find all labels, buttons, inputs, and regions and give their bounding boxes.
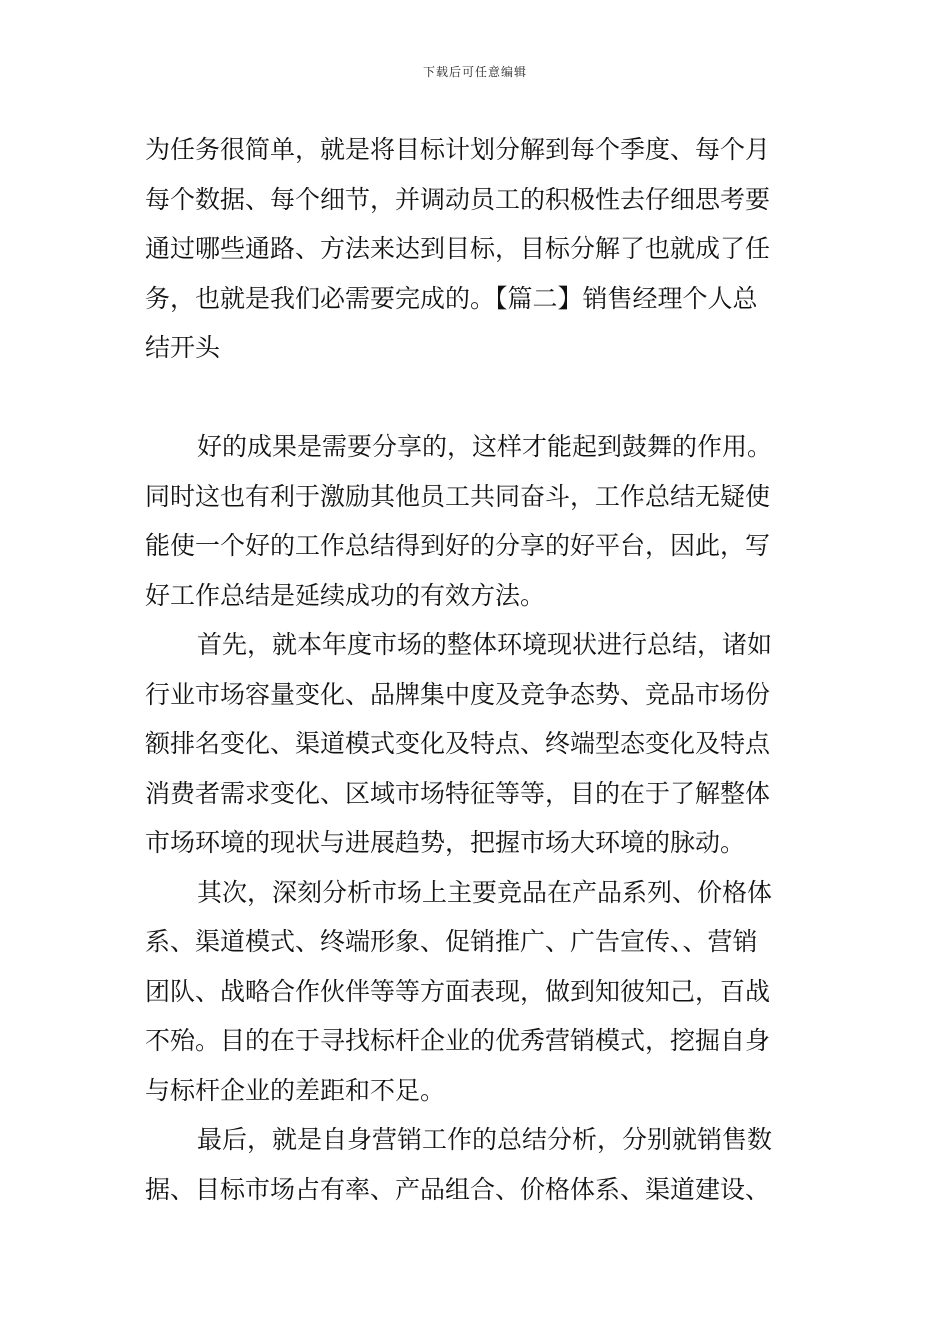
text-line: 行业市场容量变化、品牌集中度及竞争态势、竞品市场份 <box>145 679 771 709</box>
text-line: 系、渠道模式、终端形象、促销推广、广告宣传、、营销 <box>145 927 758 956</box>
text-line: 同时这也有利于激励其他员工共同奋斗，工作总结无疑使 <box>145 481 771 511</box>
text-line: 消费者需求变化、区域市场特征等等，目的在于了解整体 <box>145 778 771 808</box>
text-line: 市场环境的现状与进展趋势，把握市场大环境的脉动。 <box>145 828 746 857</box>
document-body <box>145 125 805 1214</box>
text-line: 与标杆企业的差距和不足。 <box>145 1075 446 1105</box>
paragraph-2 <box>145 422 805 620</box>
paragraph-5 <box>145 1115 805 1214</box>
text-line: 额排名变化、渠道模式变化及特点、终端型态变化及特点 <box>145 729 771 758</box>
paragraph-1 <box>145 125 805 373</box>
text-line: 结开头 <box>145 333 221 362</box>
text-line: 其次，深刻分析市场上主要竞品在产品系列、价格体 <box>197 877 773 907</box>
text-line: 每个数据、每个细节，并调动员工的积极性去仔细思考要 <box>145 184 771 214</box>
page-header: 下载后可任意编辑 <box>422 65 527 79</box>
text-line: 首先，就本年度市场的整体环境现状进行总结，诸如 <box>197 630 773 659</box>
text-line: 为任务很简单，就是将目标计划分解到每个季度、每个月 <box>145 135 771 164</box>
text-line: 好工作总结是延续成功的有效方法。 <box>145 580 546 610</box>
text-line: 团队、战略合作伙伴等等方面表现，做到知彼知己，百战 <box>145 976 771 1006</box>
text-line: 不殆。目的在于寻找标杆企业的优秀营销模式，挖掘自身 <box>145 1026 771 1055</box>
text-line: 好的成果是需要分享的，这样才能起到鼓舞的作用。 <box>197 432 773 461</box>
paragraph-spacer <box>145 373 805 423</box>
text-line: 能使一个好的工作总结得到好的分享的好平台，因此，写 <box>145 531 771 560</box>
text-line: 最后，就是自身营销工作的总结分析，分别就销售数 <box>197 1125 773 1154</box>
paragraph-4 <box>145 868 805 1116</box>
text-line: 通过哪些通路、方法来达到目标，目标分解了也就成了任 <box>145 234 771 263</box>
paragraph-3 <box>145 620 805 868</box>
text-line: 据、目标市场占有率、产品组合、价格体系、渠道建设、 <box>145 1174 771 1204</box>
text-line: 务，也就是我们必需要完成的。【篇二】销售经理个人总 <box>145 283 758 313</box>
